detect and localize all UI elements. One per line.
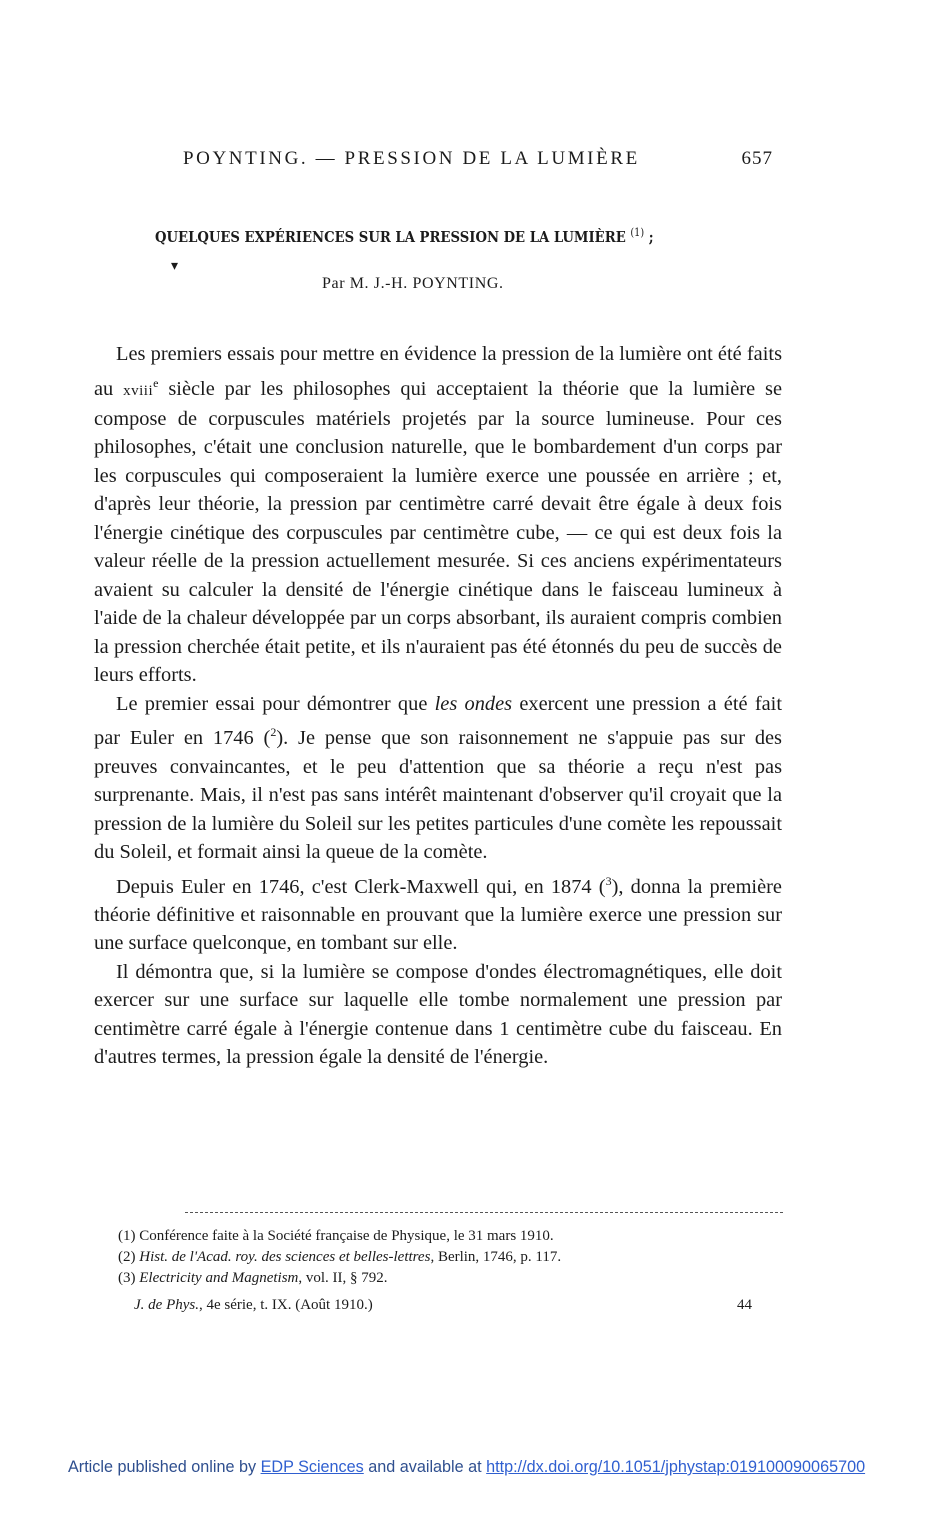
journal-details: , 4e série, t. IX. (Août 1910.) xyxy=(198,1297,373,1313)
footnotes xyxy=(118,1226,758,1289)
footnote-2 xyxy=(118,1247,758,1268)
paragraph-2 xyxy=(94,690,782,867)
paragraph-3-text-b: ), donna la première théorie définitive et raisonnable en prouvant que la lumière exerce une pression sur une surface quelconque, en tombant sur elle. xyxy=(94,875,782,955)
footnote-ref-2[interactable]: 2 xyxy=(270,725,277,740)
footnote-1 xyxy=(118,1226,758,1247)
paragraph-1-text-a: Les premiers essais pour mettre en évidence la pression de la lumière ont été faits au xyxy=(94,343,782,400)
publisher-middle: and available at xyxy=(363,1458,487,1476)
publisher-notice xyxy=(68,1458,878,1477)
publisher-prefix: Article published online by xyxy=(68,1458,261,1476)
paragraph-2-text-b: exercent une pression a été fait par Euler en 1746 ( xyxy=(94,692,782,750)
title-footnote-ref[interactable]: (1) xyxy=(630,226,645,239)
century-numeral: xviii xyxy=(123,382,154,399)
publisher-link[interactable]: EDP Sciences xyxy=(260,1458,364,1476)
paragraph-4: Il démontra que, si la lumière se compose d'ondes électromagnétiques, elle doit exercer sur une surface sur laquelle elle tombe normalement une pression par centimètre carré égale à l'énergie contenue dans 1 centimètre cube du faisceau. En d'autres termes, la pression égale la densité de l'énergie. xyxy=(94,960,782,1069)
footnote-mark: (2) xyxy=(118,1249,136,1265)
footnote-mark: (1) xyxy=(118,1228,136,1244)
running-title: POYNTING. — PRESSION DE LA LUMIÈRE xyxy=(183,148,640,169)
paragraph-3 xyxy=(94,867,782,958)
title-end: ; xyxy=(644,228,654,246)
author-byline: Par M. J.-H. POYNTING. xyxy=(322,275,504,292)
doi-link[interactable]: http://dx.doi.org/10.1051/jphystap:019100090065700 xyxy=(486,1458,866,1476)
emphasis-les-ondes: les ondes xyxy=(434,692,513,715)
footnote-ref-3[interactable]: 3 xyxy=(605,873,612,888)
page-number: 657 xyxy=(741,148,773,169)
article-title xyxy=(155,226,701,246)
paragraph-2-text-a: Le premier essai pour démontrer que xyxy=(116,692,435,715)
footnote-divider xyxy=(185,1212,783,1213)
journal-reference xyxy=(134,1297,373,1314)
article-title-text: QUELQUES EXPÉRIENCES SUR LA PRESSION DE LA LUMIÈRE xyxy=(155,228,626,246)
footnote-mark: (3) xyxy=(118,1270,136,1286)
article-body xyxy=(94,340,782,1072)
journal-name: J. de Phys. xyxy=(134,1297,199,1313)
sheet-number: 44 xyxy=(737,1297,752,1313)
paragraph-1-text-b: siècle par les philosophes qui acceptaient la théorie que la lumière se compose de corpuscules matériels projetés par la source lumineuse. Pour ces philosophes, c'était une conclusion naturelle, que le bombardement d'un corps par les corpuscules qui composeraient la lumière exerce une poussée en arrière ; et, d'après leur théorie, la pression par centimètre carré devait être égale à deux fois l'énergie cinétique des corpuscules par centimètre cube, — ce qui est deux fois la valeur réelle de la pression actuellement mesurée. Si ces anciens expérimentateurs avaient su calculer la densité de l'énergie cinétique dans le faisceau lumineux à l'aide de la chaleur développée par un corps absorbant, ils auraient compris combien la pression cherchée était petite, et ils n'auraient pas été étonnés du peu de succès de leurs efforts. xyxy=(94,377,782,687)
paragraph-3-text-a: Depuis Euler en 1746, c'est Clerk-Maxwell qui, en 1874 ( xyxy=(116,875,606,898)
footnote-source-title: Hist. de l'Acad. roy. des sciences et belles-lettres xyxy=(135,1249,431,1265)
footnote-source-title: Electricity and Magnetism xyxy=(135,1270,299,1286)
footnote-text: , vol. II, § 792. xyxy=(298,1270,388,1286)
stray-mark: ▾ xyxy=(171,258,179,274)
footnote-text: Conférence faite à la Société française de Physique, le 31 mars 1910. xyxy=(135,1228,554,1244)
paragraph-1 xyxy=(94,340,782,690)
footnote-3 xyxy=(118,1268,758,1289)
footnote-text: , Berlin, 1746, p. 117. xyxy=(430,1249,562,1265)
paragraph-2-text-c: ). Je pense que son raisonnement ne s'appuie pas sur des preuves convaincantes, et le peu d'attention que sa théorie a reçu n'est pas surprenante. Mais, il n'est pas sans intérêt maintenant d'observer qu'il croyait que la pression de la lumière du Soleil sur les petites particules d'une comète les repoussait du Soleil, et formait ainsi la queue de la comète. xyxy=(94,727,782,864)
century-suffix: e xyxy=(153,375,159,390)
